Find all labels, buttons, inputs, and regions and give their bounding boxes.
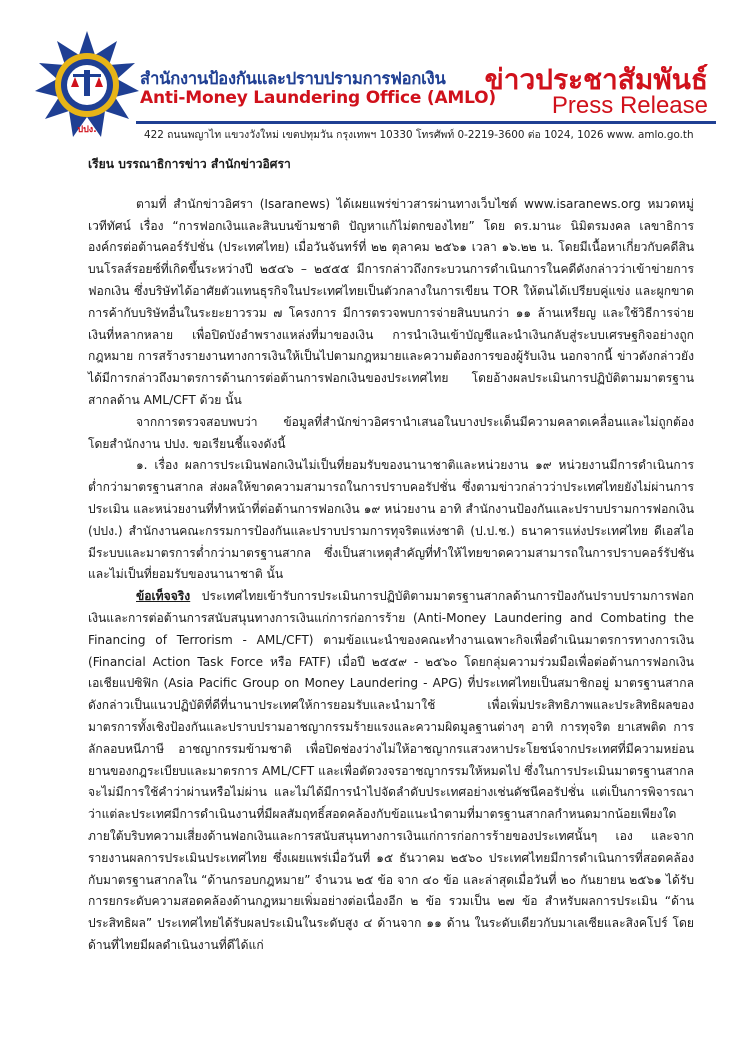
office-address: 422 ถนนพญาไท แขวงวังใหม่ เขตปทุมวัน กรุงเทพฯ 10330 โทรศัพท์ 0-2219-3600 ต่อ 1024, 1026 www. amlo.go.th <box>144 129 694 141</box>
amlo-logo-icon <box>32 30 142 140</box>
press-release-header <box>0 0 750 142</box>
letter-body <box>88 154 694 957</box>
press-release-title-thai: ข่าวประชาสัมพันธ์ <box>484 63 708 96</box>
address-bar <box>136 121 716 141</box>
paragraph-3: ๑. เรื่อง ผลการประเมินฟอกเงินไม่เป็นที่ยอมรับของนานาชาติและหน่วยงาน ๑๙ หน่วยงานมีการดำเนินการต่ำกว่ามาตรฐานสากล ส่งผลให้ขาดความสามารถในการปราบคอรัปชั่น ซึ่งตามข่าวกล่าวว่าประเทศไทยยังไม่ผ่านการประเมิน และหน่วยงานที่ทำหน้าที่ต่อต้านการฟอกเงิน ๑๙ หน่วยงาน อาทิ สำนักงานป้องกันและปราบปรามการฟอกเงิน (ปปง.) สำนักงานคณะกรรมการป้องกันและปราบปรามการทุจริตแห่งชาติ (ป.ป.ช.) ธนาคารแห่งประเทศไทย ดีเอสไอ มีระบบและมาตรการต่ำกว่ามาตรฐานสากล ซึ่งเป็นสาเหตุสำคัญที่ทำให้ไทยขาดความสามารถในการปราบคอร์รัปชันและไม่เป็นที่ยอมรับของนานาชาติ นั้น <box>88 458 694 582</box>
org-name-english: Anti-Money Laundering Office (AMLO) <box>140 88 496 108</box>
paragraph-4 <box>88 586 694 957</box>
logo-caption: ปปง. <box>77 125 97 135</box>
paragraph-4-text: ประเทศไทยเข้ารับการประเมินการปฏิบัติตามมาตรฐานสากลด้านการป้องกันปราบปรามการฟอกเงินและการต่อต้านการสนับสนุนทางการเงินแก่การก่อการร้าย (Anti-Money Laundering and Combating the Financing of Terrorism - AML/CFT) ตามข้อแนะนำของคณะทำงานเฉพาะกิจเพื่อดำเนินมาตรการทางการเงิน (Financial Action Task Force หรือ FATF) เมื่อปี ๒๕๕๙ - ๒๕๖๐ โดยกลุ่มความร่วมมือเพื่อต่อต้านการฟอกเงินเอเชียแปซิฟิก (Asia Pacific Group on Money Laundering - APG) ที่ประเทศไทยเป็นสมาชิกอยู่ มาตรฐานสากลดังกล่าวเป็นแนวปฏิบัติที่ดีที่นานาประเทศให้การยอมรับและนำมาใช้ เพื่อเพิ่มประสิทธิภาพและประสิทธิผลของมาตรการทั้งเชิงป้องกันและปราบปรามอาชญากรรมร้ายแรงและความผิดมูลฐานต่างๆ อาทิ การทุจริต ยาเสพติด การลักลอบหนีภาษี อาชญากรรมข้ามชาติ เพื่อปิดช่องว่างไม่ให้อาชญากรแสวงหาประโยชน์จากประเทศที่มีความหย่อนยานของกฎระเบียบและมาตรการ AML/CFT และเพื่อตัดวงจรอาชญากรรมให้หมดไป ซึ่งในการประเมินมาตรฐานสากลจะไม่มีการใช้คำว่าผ่านหรือไม่ผ่าน และไม่ได้มีการนำไปจัดลำดับประเทศอย่างเช่นดัชนีคอรัปชั่น แต่เป็นการพิจารณาว่าแต่ละประเทศมีการดำเนินงานที่มีผลสัมฤทธิ์สอดคล้องกับข้อแนะนำตามที่มาตรฐานสากลกำหนดมากน้อยเพียงใด ภายใต้บริบทความเสี่ยงด้านฟอกเงินและการสนับสนุนทางการเงินแก่การก่อการร้ายของประเทศนั้นๆ เอง และจากรายงานผลการประเมินประเทศไทย ซึ่งเผยแพร่เมื่อวันที่ ๑๕ ธันวาคม ๒๕๖๐ ประเทศไทยมีการดำเนินการที่สอดคล้องกับมาตรฐานสากลใน “ด้านกรอบกฎหมาย” จำนวน ๒๕ ข้อ จาก ๔๐ ข้อ และล่าสุดเมื่อวันที่ ๒๐ กันยายน ๒๕๖๑ ได้รับการยกระดับความสอดคล้องด้านกฎหมายเพิ่มอย่างต่อเนื่องอีก ๒ ข้อ รวมเป็น ๒๗ ข้อ สำหรับผลการประเมิน “ด้านประสิทธิผล” ประเทศไทยได้รับผลประเมินในระดับสูง ๔ ด้านจาก ๑๑ ด้าน ในระดับเดียวกับมาเลเซียและสิงคโปร์ โดยด้านที่ไทยมีผลดำเนินงานที่ดีได้แก่ <box>88 589 694 952</box>
salutation: เรียน บรรณาธิการข่าว สำนักข่าวอิศรา <box>88 157 291 171</box>
press-release-title-english: Press Release <box>551 92 708 119</box>
org-name-thai: สำนักงานป้องกันและปราบปรามการฟอกเงิน <box>140 69 446 88</box>
fact-label: ข้อเท็จจริง <box>136 589 191 604</box>
paragraph-2: จากการตรวจสอบพบว่า ข้อมูลที่สำนักข่าวอิศรานำเสนอในบางประเด็นมีความคลาดเคลื่อนและไม่ถูกต้อง โดยสำนักงาน ปปง. ขอเรียนชี้แจงดังนี้ <box>88 414 694 451</box>
paragraph-1: ตามที่ สำนักข่าวอิศรา (Isaranews) ได้เผยแพร่ข่าวสารผ่านทางเว็บไซต์ www.isaranews.org หมวดหมู่ เวทีทัศน์ เรื่อง “การฟอกเงินและสินบนข้ามชาติ ปัญหาแก้ไม่ตกของไทย” โดย ดร.มานะ นิมิตรมงคล เลขาธิการ องค์กรต่อต้านคอร์รัปชั่น (ประเทศไทย) เมื่อวันจันทร์ที่ ๒๒ ตุลาคม ๒๕๖๑ เวลา ๑๖.๒๒ น. โดยมีเนื้อหาเกี่ยวกับคดีสินบนโรลส์รอยซ์ที่เกิดขึ้นระหว่างปี ๒๕๔๖ – ๒๕๕๕ มีการกล่าวถึงกระบวนการดำเนินการในคดีดังกล่าวว่าเข้าข่ายการฟอกเงิน ซึ่งบริษัทได้อาศัยตัวแทนธุรกิจในประเทศไทยเป็นตัวกลางในการเขียน TOR ให้ตนได้เปรียบคู่แข่ง และผูกขาดการค้ากับบริษัทอื่นในระยะยาวรวม ๗ โครงการ มีการตรวจพบการจ่ายสินบนกว่า ๑๑ ล้านเหรียญ และใช้วิธีการจ่ายเงินที่หลากหลาย เพื่อปิดบังอำพรางแหล่งที่มาของเงิน การนำเงินเข้าบัญชีและนำเงินกลับสู่ระบบเศรษฐกิจอย่างถูกกฎหมาย การสร้างรายงานทางการเงินให้เป็นไปตามกฎหมายและความต้องการของผู้รับเงิน นอกจากนี้ ข่าวดังกล่าวยังได้มีการกล่าวถึงมาตรการด้านการต่อต้านการฟอกเงินของประเทศไทย โดยอ้างผลประเมินการปฏิบัติตามมาตรฐานสากลด้าน AML/CFT ด้วย นั้น <box>88 196 694 407</box>
